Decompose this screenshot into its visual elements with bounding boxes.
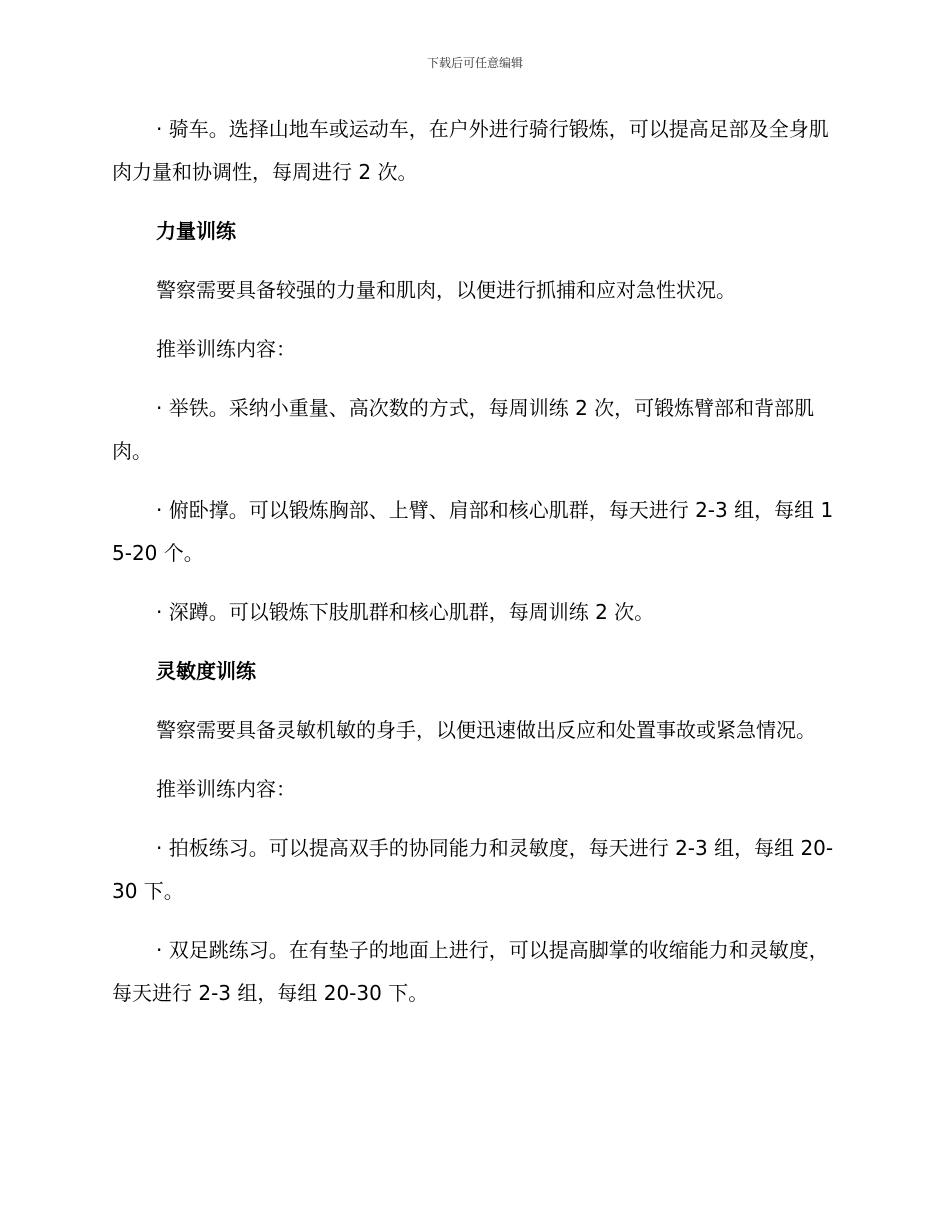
strength-intro: 警察需要具备较强的力量和肌肉，以便进行抓捕和应对急性状况。 [156,278,736,302]
bullet-clapping-board: · 拍板练习。可以提高双手的协同能力和灵敏度，每天进行 2-3 组，每组 20-30 下。 [112,836,834,903]
heading-strength-training: 力量训练 [156,219,236,243]
bullet-cycling: · 骑车。选择山地车或运动车，在户外进行骑行锻炼，可以提高足部及全身肌肉力量和协调性，每周进行 2 次。 [112,117,829,184]
document-body [112,108,840,1031]
bullet-double-foot-jump: · 双足跳练习。在有垫子的地面上进行，可以提高脚掌的收缩能力和灵敏度，每天进行 2-3 组，每组 20-30 下。 [112,938,829,1005]
agility-intro: 警察需要具备灵敏机敏的身手，以便迅速做出反应和处置事故或紧急情况。 [156,718,816,742]
bullet-weightlifting: · 举铁。采纳小重量、高次数的方式，每周训练 2 次，可锻炼臂部和背部肌肉。 [112,396,815,463]
strength-recommended-label: 推举训练内容： [156,337,296,361]
agility-recommended-label: 推举训练内容： [156,777,296,801]
bullet-squats: · 深蹲。可以锻炼下肢肌群和核心肌群，每周训练 2 次。 [156,600,655,624]
bullet-pushups: · 俯卧撑。可以锻炼胸部、上臂、肩部和核心肌群，每天进行 2-3 组，每组 15-20 个。 [112,498,834,565]
heading-agility-training: 灵敏度训练 [156,659,256,683]
page-header: 下载后可任意编辑 [426,56,523,70]
